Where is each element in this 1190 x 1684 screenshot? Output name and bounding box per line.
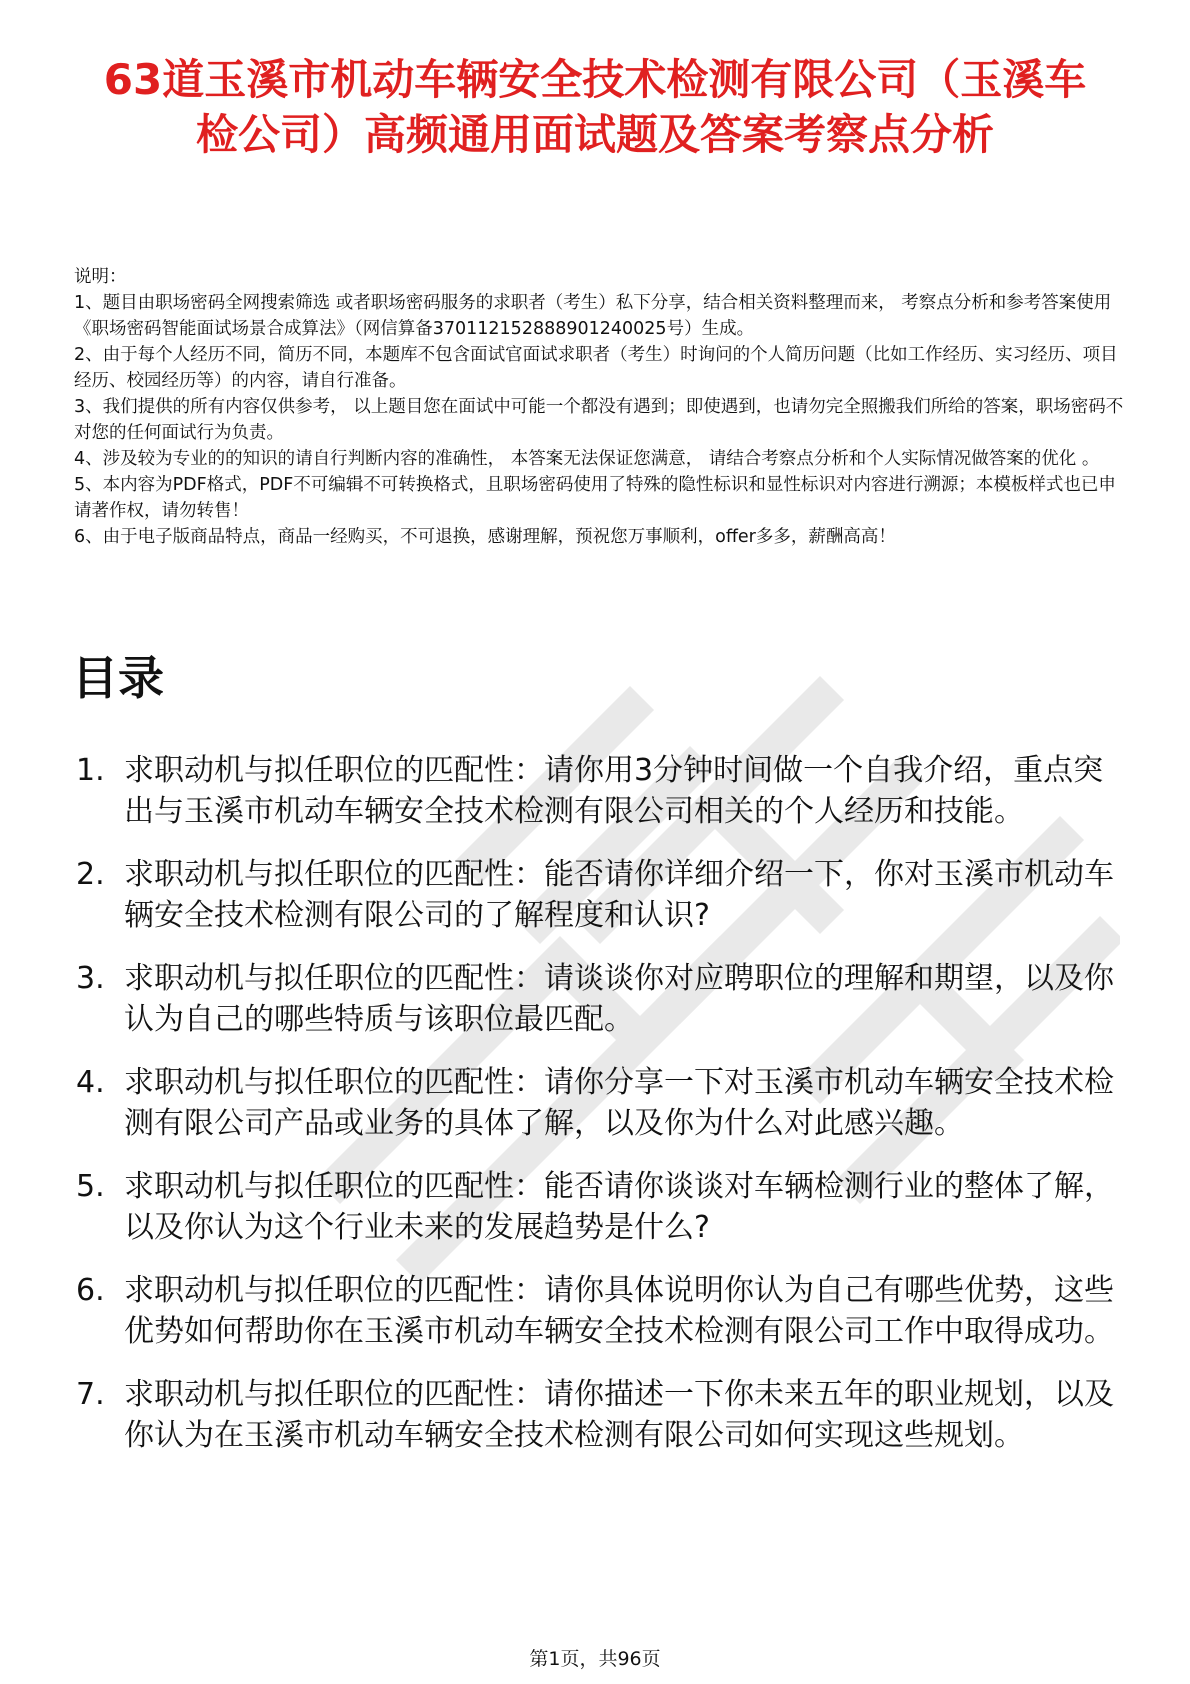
toc-entry[interactable] (76, 1270, 1116, 1352)
toc-entry[interactable] (76, 854, 1116, 936)
note-item: 6、由于电子版商品特点，商品一经购买，不可退换，感谢理解，预祝您万事顺利，offer多多，薪酬高高！ (74, 527, 896, 547)
toc-entry[interactable] (76, 1166, 1116, 1248)
toc-entry-text: 求职动机与拟任职位的匹配性：请谈谈你对应聘职位的理解和期望，以及你认为自己的哪些特质与该职位最匹配。 (124, 961, 1114, 1037)
note-item: 4、涉及较为专业的的知识的请自行判断内容的准确性， 本答案无法保证您满意， 请结合考察点分析和个人实际情况做答案的优化 。 (74, 449, 1100, 469)
toc-entry-text: 求职动机与拟任职位的匹配性：能否请你详细介绍一下，你对玉溪市机动车辆安全技术检测有限公司的了解程度和认识? (124, 857, 1114, 933)
toc-entry-number: 4. (76, 1065, 105, 1100)
toc-entry-number: 2. (76, 857, 105, 892)
toc-entry[interactable] (76, 958, 1116, 1040)
toc-entry-number: 6. (76, 1273, 105, 1308)
toc-entry-text: 求职动机与拟任职位的匹配性：能否请你谈谈对车辆检测行业的整体了解，以及你认为这个行业未来的发展趋势是什么? (124, 1169, 1114, 1245)
note-item: 5、本内容为PDF格式，PDF不可编辑不可转换格式，且职场密码使用了特殊的隐性标识和显性标识对内容进行溯源；本模板样式也已申请著作权，请勿转售！ (74, 475, 1116, 521)
notes-section (74, 264, 1124, 550)
toc-heading: 目录 (72, 651, 164, 705)
note-item: 3、我们提供的所有内容仅供参考， 以上题目您在面试中可能一个都没有遇到；即使遇到，也请勿完全照搬我们所给的答案，职场密码不对您的任何面试行为负责。 (74, 397, 1124, 443)
note-item: 1、题目由职场密码全网搜索筛选 或者职场密码服务的求职者（考生）私下分享，结合相关资料整理而来， 考察点分析和参考答案使用《职场密码智能面试场景合成算法》（网信算备370112152888901240025号）生成。 (74, 293, 1112, 339)
document-title: 63道玉溪市机动车辆安全技术检测有限公司（玉溪车检公司）高频通用面试题及答案考察点分析 (103, 55, 1087, 159)
toc-entry-text: 求职动机与拟任职位的匹配性：请你描述一下你未来五年的职业规划，以及你认为在玉溪市机动车辆安全技术检测有限公司如何实现这些规划。 (124, 1377, 1114, 1453)
toc-entry-text: 求职动机与拟任职位的匹配性：请你具体说明你认为自己有哪些优势，这些优势如何帮助你在玉溪市机动车辆安全技术检测有限公司工作中取得成功。 (124, 1273, 1114, 1349)
page-footer: 第1页，共96页 (529, 1648, 661, 1670)
toc-entry-text: 求职动机与拟任职位的匹配性：请你用3分钟时间做一个自我介绍，重点突出与玉溪市机动车辆安全技术检测有限公司相关的个人经历和技能。 (124, 753, 1104, 829)
toc-entry-number: 5. (76, 1169, 105, 1204)
toc-entry-number: 1. (76, 753, 105, 788)
toc-entry-text: 求职动机与拟任职位的匹配性：请你分享一下对玉溪市机动车辆安全技术检测有限公司产品或业务的具体了解，以及你为什么对此感兴趣。 (124, 1065, 1114, 1141)
notes-heading: 说明： (74, 267, 127, 287)
toc-entry[interactable] (76, 1374, 1116, 1456)
toc-entry-number: 3. (76, 961, 105, 996)
note-item: 2、由于每个人经历不同，简历不同，本题库不包含面试官面试求职者（考生）时询问的个人简历问题（比如工作经历、实习经历、项目经历、校园经历等）的内容，请自行准备。 (74, 345, 1118, 391)
table-of-contents (76, 750, 1116, 1478)
toc-entry[interactable] (76, 1062, 1116, 1144)
toc-entry-number: 7. (76, 1377, 105, 1412)
toc-entry[interactable] (76, 750, 1116, 832)
